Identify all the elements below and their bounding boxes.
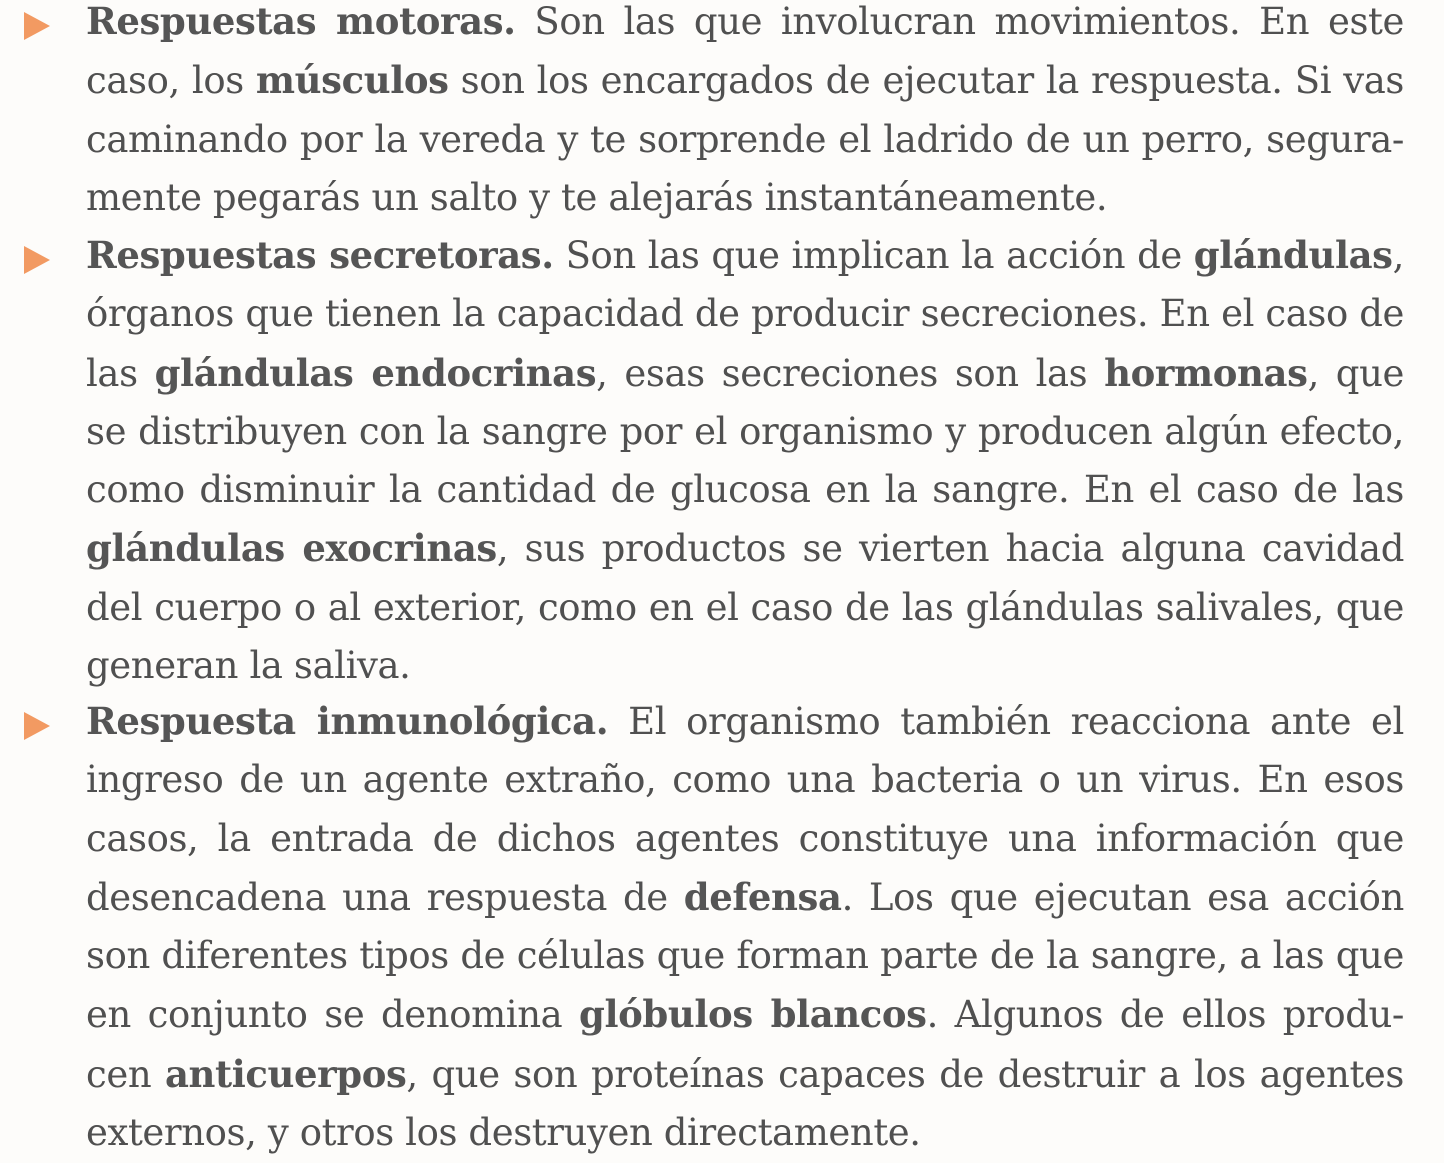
body-text: , esas secreciones son las <box>596 351 1105 395</box>
body-text: , sus productos se vierten hacia alguna cavidad del cuerpo o al exterior, como en el caso de las glándulas salivales, que generan la saliva. <box>86 527 1404 688</box>
key-term: anticuerpos <box>164 1051 407 1096</box>
key-term: glándulas exocrinas <box>86 526 497 571</box>
lead-term: Respuestas motoras. <box>86 0 516 43</box>
triangle-right-icon <box>24 246 50 274</box>
body-text: El organismo también reacciona ante el ingreso de un agente extraño, como una bacteria o un virus. En esos casos, la entrada de dichos agentes constituye una información que desencadena una respuesta de <box>86 700 1404 919</box>
body-text: son los encargados de ejecutar la respuesta. Si vas caminando por la vereda y te sorprende el ladrido de un perro, segura-mente pegarás un salto y te alejarás instantáneamente. <box>86 59 1404 219</box>
key-term: músculos <box>255 58 449 103</box>
key-term: glóbulos blancos <box>579 992 927 1037</box>
key-term: glándulas endocrinas <box>154 350 597 395</box>
triangle-right-icon <box>24 712 50 740</box>
key-term: glándulas <box>1193 233 1393 277</box>
key-term: hormonas <box>1104 350 1308 395</box>
body-text: . Algunos de ellos produ-cen <box>86 993 1405 1096</box>
body-text: . Los que ejecutan esa acción son diferentes tipos de células que forman parte de la sangre, a las que en conjunto se denomina <box>86 875 1404 1037</box>
key-term: defensa <box>683 874 842 919</box>
body-text: Son las que implican la acción de <box>553 234 1194 277</box>
body-text: Son las que involucran movimientos. En este caso, los <box>86 0 1404 103</box>
lead-term: Respuestas secretoras. <box>86 233 554 277</box>
body-text: , que se distribuyen con la sangre por el organismo y producen algún efecto, como disminuir la cantidad de glucosa en la sangre. En el caso de las <box>86 351 1405 512</box>
paragraph-respuestas-secretoras <box>86 226 1404 695</box>
body-text: , órganos que tienen la capacidad de producir secreciones. En el caso de las <box>86 234 1404 395</box>
paragraph-respuestas-motoras <box>86 0 1404 227</box>
body-text: , que son proteínas capaces de destruir a los agentes externos, y otros los destruyen directamente. <box>86 1052 1404 1155</box>
triangle-right-icon <box>24 12 50 40</box>
paragraph-respuesta-inmunologica <box>86 692 1404 1162</box>
lead-term: Respuesta inmunológica. <box>86 699 609 743</box>
